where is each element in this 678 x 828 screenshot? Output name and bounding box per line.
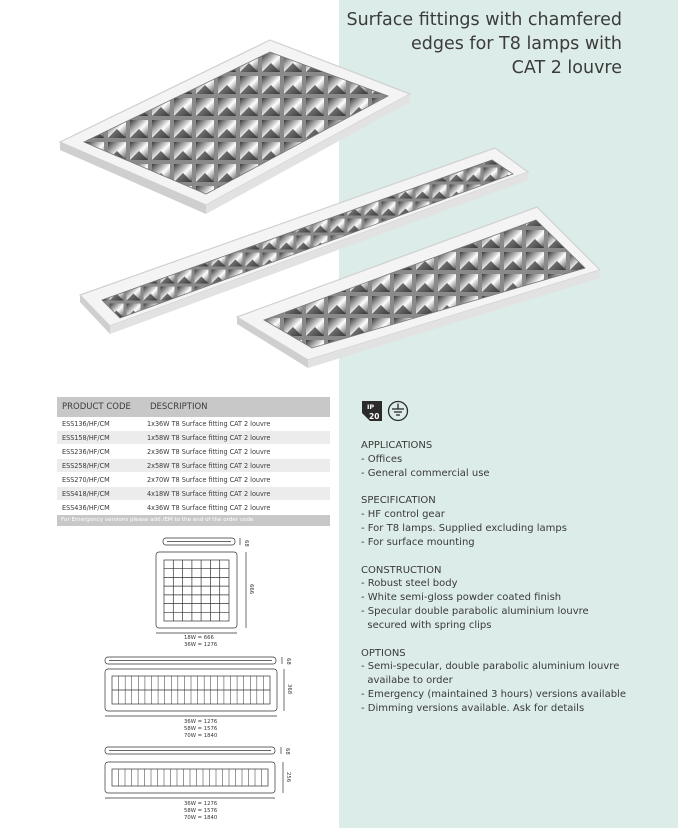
product-description: 4x36W T8 Surface fitting CAT 2 louvre: [147, 503, 271, 512]
ip-number: 20: [369, 412, 380, 421]
product-code: ESS270/HF/CM: [62, 475, 110, 484]
square-height-label: 68: [243, 540, 249, 547]
section-heading: APPLICATIONS: [361, 440, 433, 451]
construction-section: [361, 564, 661, 633]
wide-size-line-1: 36W = 1276: [184, 719, 218, 725]
narrow-size-line-2: 58W = 1576: [184, 808, 218, 814]
section-heading: OPTIONS: [361, 647, 406, 659]
table-row: [57, 487, 330, 501]
technical-drawings: [60, 530, 340, 828]
specification-section: [361, 494, 661, 549]
product-code: ESS158/HF/CM: [62, 433, 110, 442]
table-footnote: For Emergency versions please add /EM to the end of the order code: [57, 515, 330, 526]
wide-side-view: [105, 657, 282, 664]
narrow-size-line-1: 36W = 1276: [184, 801, 218, 807]
product-table: [57, 397, 330, 526]
narrow-side-label: 256: [285, 772, 291, 783]
table-row: [57, 459, 330, 473]
list-item: - Offices: [361, 453, 403, 465]
narrow-side-view: [105, 747, 281, 754]
title-line-1: Surface fittings with chamfered: [346, 10, 622, 30]
list-item: availabe to order: [361, 675, 453, 687]
section-heading: CONSTRUCTION: [361, 564, 442, 576]
title-line-3: CAT 2 louvre: [511, 58, 622, 78]
square-side-view: [163, 538, 240, 545]
list-item: - General commercial use: [361, 467, 490, 479]
table-row: [57, 417, 330, 431]
list-item: - Specular double parabolic aluminium louvre: [361, 605, 589, 617]
luminaires-product-photo: [40, 30, 600, 370]
narrow-height-label: 68: [284, 748, 290, 755]
list-item: - HF control gear: [361, 509, 445, 521]
table-header: [57, 397, 330, 417]
ip-letters: IP: [367, 403, 375, 411]
product-description: 4x18W T8 Surface fitting CAT 2 louvre: [147, 489, 271, 498]
product-code: ESS236/HF/CM: [62, 447, 110, 456]
list-item: - Semi-specular, double parabolic aluminium louvre: [361, 661, 620, 673]
product-code: ESS258/HF/CM: [62, 461, 110, 470]
list-item: secured with spring clips: [361, 619, 492, 631]
product-code: ESS418/HF/CM: [62, 489, 110, 498]
wide-size-line-2: 58W = 1576: [184, 726, 218, 732]
list-item: - Robust steel body: [361, 578, 458, 590]
product-description: 1x36W T8 Surface fitting CAT 2 louvre: [147, 419, 271, 428]
header-product-code: PRODUCT CODE: [62, 402, 131, 412]
wide-side-label: 368: [286, 684, 292, 695]
square-plan-view: [156, 552, 246, 633]
table-row: [57, 501, 330, 515]
list-item: - Emergency (maintained 3 hours) versions available: [361, 688, 626, 700]
title-line-2: edges for T8 lamps with: [411, 34, 622, 54]
product-description: 2x58W T8 Surface fitting CAT 2 louvre: [147, 461, 271, 470]
ip20-icon: [361, 400, 383, 422]
product-code: ESS436/HF/CM: [62, 503, 110, 512]
list-item: - For surface mounting: [361, 536, 475, 548]
product-description: 2x36W T8 Surface fitting CAT 2 louvre: [147, 447, 271, 456]
product-description: 2x70W T8 Surface fitting CAT 2 louvre: [147, 475, 271, 484]
wide-size-line-3: 70W = 1840: [184, 733, 218, 739]
wide-height-label: 68: [285, 658, 291, 665]
square-size-line-2: 36W = 1276: [184, 642, 218, 648]
square-side-label: 666: [248, 584, 254, 595]
earth-symbol-icon: [387, 400, 409, 422]
options-section: [361, 647, 661, 716]
section-heading: SPECIFICATION: [361, 495, 436, 507]
table-row: [57, 445, 330, 459]
table-row: [57, 431, 330, 445]
product-code: ESS136/HF/CM: [62, 419, 110, 428]
list-item: - Dimming versions available. Ask for details: [361, 702, 585, 714]
table-row: [57, 473, 330, 487]
list-item: - White semi-gloss powder coated finish: [361, 592, 562, 604]
rating-icons: [361, 400, 661, 422]
product-description: 1x58W T8 Surface fitting CAT 2 louvre: [147, 433, 271, 442]
applications-section: [361, 439, 661, 480]
list-item: - For T8 lamps. Supplied excluding lamps: [361, 522, 567, 534]
square-size-line-1: 18W = 666: [184, 635, 214, 641]
narrow-size-line-3: 70W = 1840: [184, 815, 218, 821]
square-fitting-photo: [60, 40, 410, 214]
header-description: DESCRIPTION: [150, 402, 208, 412]
specifications-block: [361, 400, 661, 730]
